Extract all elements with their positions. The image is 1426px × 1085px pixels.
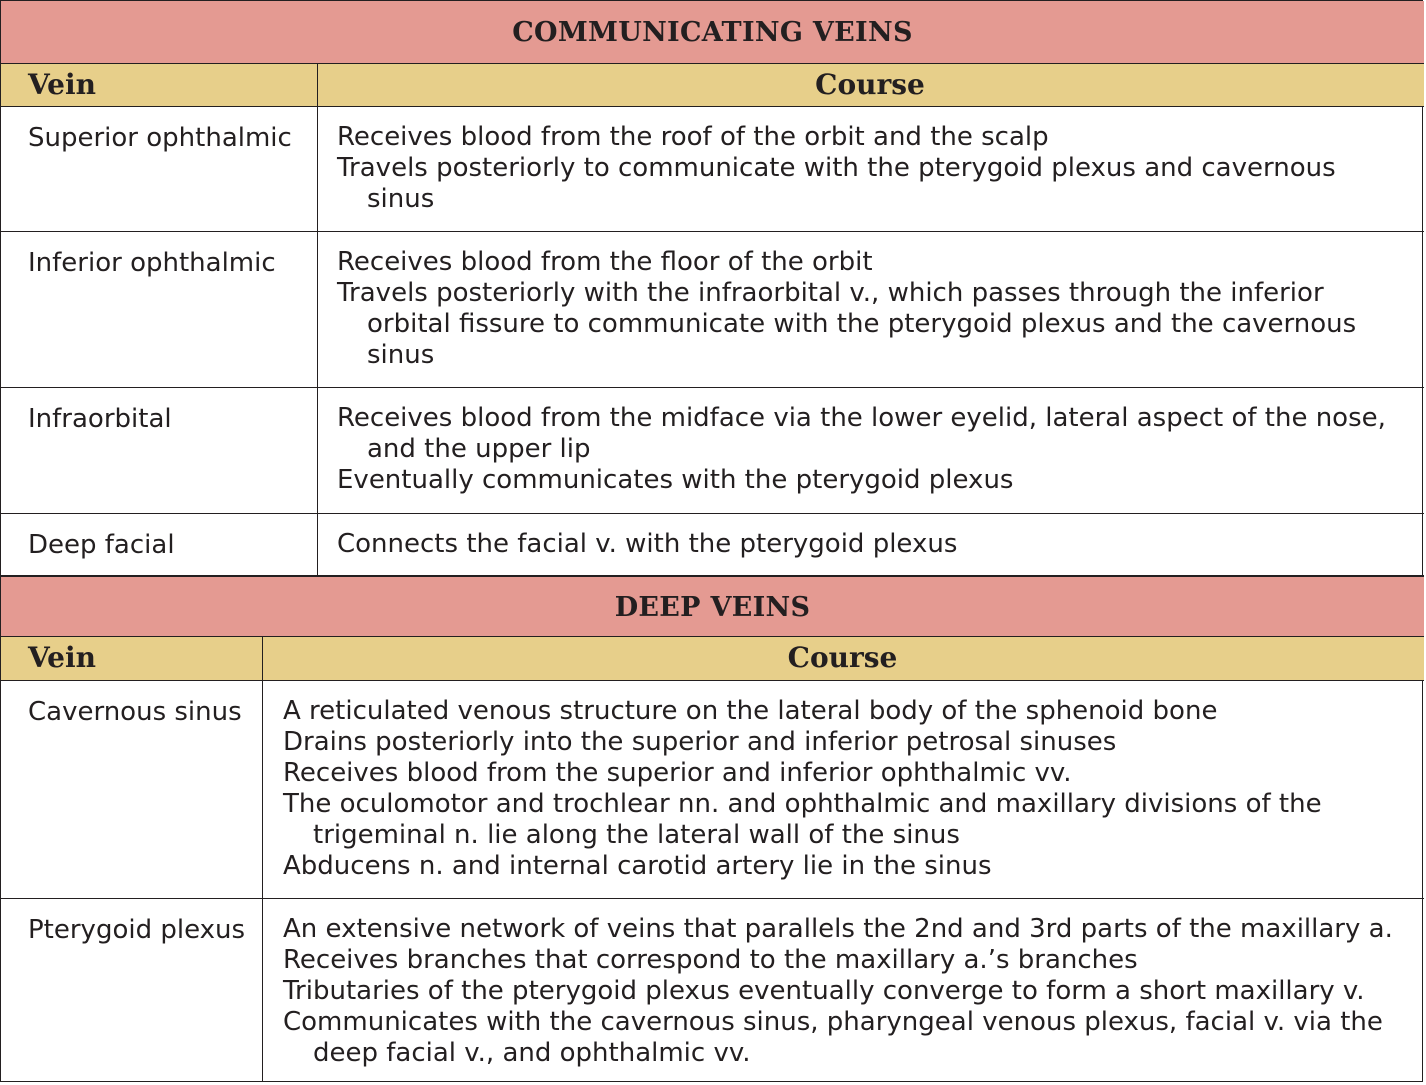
course-line: An extensive network of veins that parallels the 2nd and 3rd parts of the maxillary a.	[283, 914, 1393, 944]
column-header-row	[1, 64, 1424, 107]
course-line: The oculomotor and trochlear nn. and ophthalmic and maxillary divisions of the trigeminal n. lie along the lateral wall of the sinus	[283, 789, 1322, 850]
table-row	[1, 232, 1424, 388]
vein-name: Pterygoid plexus	[28, 915, 246, 945]
vein-name: Infraorbital	[28, 404, 172, 434]
vein-course	[337, 122, 1404, 215]
column-header-course: Course	[815, 68, 925, 101]
vein-course	[337, 247, 1404, 371]
course-line: Drains posteriorly into the superior and inferior petrosal sinuses	[283, 727, 1117, 757]
course-line: Receives blood from the floor of the orbit	[337, 247, 873, 277]
table-row	[1, 388, 1424, 514]
section-title-communicating-veins	[1, 1, 1424, 64]
vein-course	[283, 914, 1404, 1069]
table-row	[1, 107, 1424, 232]
vein-course	[337, 529, 1404, 560]
course-line: A reticulated venous structure on the lateral body of the sphenoid bone	[283, 696, 1218, 726]
course-line: Travels posteriorly with the infraorbital v., which passes through the inferior orbital fissure to communicate with the pterygoid plexus and the cavernous sinus	[337, 278, 1357, 370]
column-divider	[317, 64, 318, 576]
section-title-deep-veins	[1, 576, 1424, 637]
section-title-text: DEEP VEINS	[614, 592, 811, 623]
table-row	[1, 899, 1424, 1082]
vein-name: Inferior ophthalmic	[28, 248, 276, 278]
column-header-vein: Vein	[28, 641, 96, 674]
course-line: Connects the facial v. with the pterygoid plexus	[337, 529, 958, 559]
vein-course	[337, 403, 1404, 496]
course-line: Abducens n. and internal carotid artery lie in the sinus	[283, 851, 992, 881]
course-line: Tributaries of the pterygoid plexus eventually converge to form a short maxillary v.	[283, 976, 1365, 1006]
table-row	[1, 681, 1424, 899]
course-line: Receives blood from the midface via the lower eyelid, lateral aspect of the nose, and the upper lip	[337, 403, 1386, 464]
vein-name: Superior ophthalmic	[28, 123, 292, 153]
course-line: Eventually communicates with the pterygoid plexus	[337, 465, 1014, 495]
course-line: Communicates with the cavernous sinus, pharyngeal venous plexus, facial v. via the deep facial v., and ophthalmic vv.	[283, 1007, 1383, 1068]
course-line: Travels posteriorly to communicate with the pterygoid plexus and cavernous sinus	[337, 153, 1336, 214]
course-line: Receives blood from the roof of the orbit and the scalp	[337, 122, 1049, 152]
table-row	[1, 514, 1424, 576]
vein-name: Cavernous sinus	[28, 697, 242, 727]
vein-course	[283, 696, 1404, 882]
column-divider	[262, 637, 263, 1082]
course-line: Receives branches that correspond to the maxillary a.’s branches	[283, 945, 1138, 975]
course-line: Receives blood from the superior and inferior ophthalmic vv.	[283, 758, 1072, 788]
column-header-course: Course	[787, 641, 898, 674]
vein-name: Deep facial	[28, 530, 175, 560]
column-header-vein: Vein	[28, 68, 96, 101]
column-header-row	[1, 637, 1424, 681]
section-title-text: COMMUNICATING VEINS	[512, 17, 913, 48]
